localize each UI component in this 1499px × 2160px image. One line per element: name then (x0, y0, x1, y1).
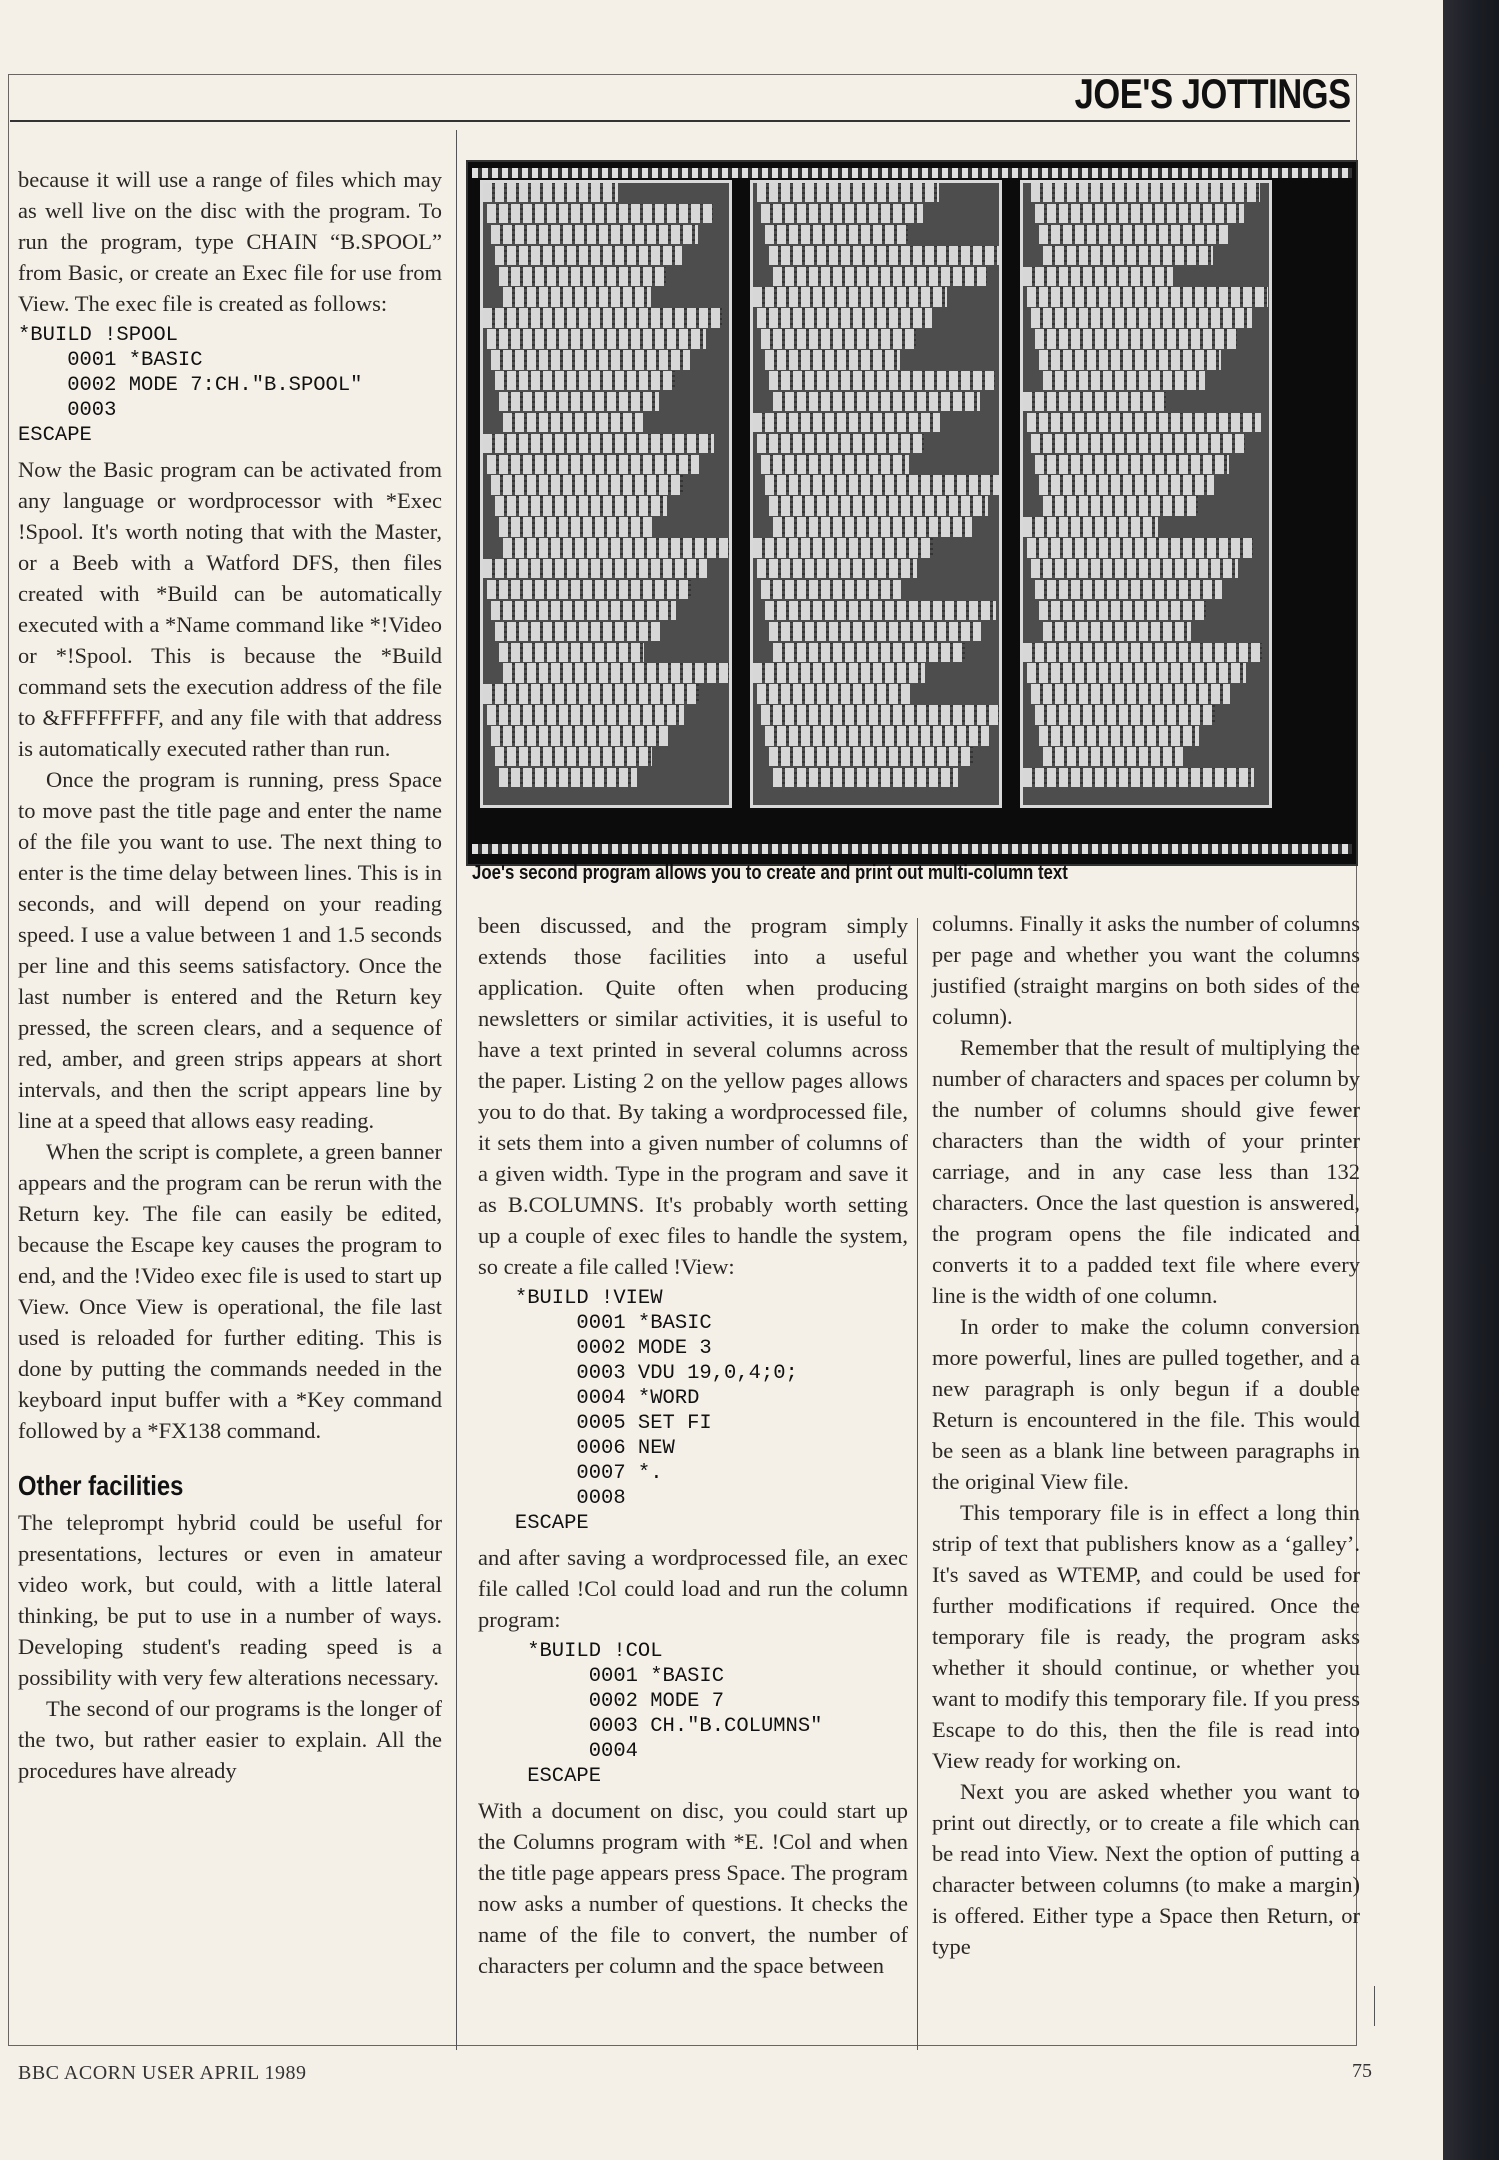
screen-text-line (773, 517, 972, 536)
screen-text-line (765, 601, 996, 620)
screen-text-line (487, 705, 684, 724)
screen-text-line (487, 580, 691, 599)
paragraph: because it will use a range of files which may as well live on the disc with the program. To run the program, type CHAIN “B.SPOOL” from Basic, or create an Exec file for use from View. The exec file is created as follows: (18, 167, 442, 316)
paragraph: The second of our programs is the longer of the two, but rather easier to explain. All the procedures have already (18, 1696, 442, 1783)
screen-text-line (503, 287, 651, 306)
screen-text-column (480, 180, 732, 808)
screen-text-line (773, 643, 965, 662)
screen-text-line (1023, 392, 1166, 411)
screen-text-line (483, 684, 699, 703)
screen-text-line (487, 204, 713, 223)
screen-text-line (1043, 371, 1205, 390)
screen-text-column (1020, 180, 1272, 808)
publication-footer: BBC ACORN USER APRIL 1989 (18, 2062, 307, 2084)
screen-text-line (1023, 643, 1262, 662)
screen-text-line (1043, 622, 1191, 641)
paragraph: This temporary file is in effect a long thin strip of text that publishers know as a ‘galley’. It's saved as WTEMP, and could be used for further modifications if required. Once the temporary file is ready, the program asks whether it should continue, or whether you want to modify this temporary file. If you press Escape to do this, then the file is read into View ready for working on. (932, 1500, 1360, 1773)
screen-text-line (753, 663, 925, 682)
screen-text-line (765, 350, 900, 369)
screen-text-line (769, 371, 995, 390)
column-divider (917, 918, 918, 2050)
screen-text-line (483, 183, 618, 202)
screen-text-line (761, 580, 901, 599)
screen-text-line (1027, 413, 1261, 432)
screen-text-line (1023, 267, 1173, 286)
paragraph: been discussed, and the program simply extends those facilities into a useful application. Quite often when producing newsletters or similar activities, it is useful to have a text printed in several columns across the paper. Listing 2 on the yellow pages allows you to do that. By taking a wordprocessed file, it sets them into a given number of columns of a given width. Type in the program and save it as B.COLUMNS. It's probably worth setting up a couple of exec files to handle the system, so create a file called !View: (478, 913, 908, 1279)
screen-text-line (491, 601, 676, 620)
paragraph: With a document on disc, you could start up the Columns program with *E. !Col and when the title page appears press Space. The program now asks a number of questions. It checks the name of the file to convert, the number of characters per column and the space between (478, 1798, 908, 1978)
screen-text-line (1031, 183, 1260, 202)
code-listing: *BUILD !SPOOL 0001 *BASIC 0002 MODE 7:CH."B.SPOOL" 0003 ESCAPE (18, 324, 363, 447)
paragraph: When the script is complete, a green banner appears and the program can be rerun with the Return key. The file can easily be edited, because the Escape key causes the program to end, and the !Video exec file is used to start up View. Once View is operational, the file last used is reloaded for further editing. This is done by putting the commands needed in the keyboard input buffer with a *Key command followed by a *FX138 command. (18, 1139, 442, 1443)
screen-text-line (1043, 496, 1198, 515)
code-listing: *BUILD !COL 0001 *BASIC 0002 MODE 7 0003 CH."B.COLUMNS" 0004 ESCAPE (527, 1640, 823, 1788)
column-divider (456, 130, 457, 2050)
article-column-1 (18, 164, 442, 1786)
screen-text-line (503, 663, 732, 682)
article-column-2 (478, 910, 908, 1981)
screen-text-line (499, 517, 652, 536)
screen-text-line (757, 434, 924, 453)
screen-text-line (1031, 559, 1238, 578)
paragraph: Now the Basic program can be activated from any language or wordprocessor with *Exec !Spool. It's worth noting that with the Master, or a Beeb with a Watford DFS, then files created with *Build can be automatically executed with a *Name command like *!Video or *!Spool. This is because the *Build command sets the execution address of the file to &FFFFFFFF, and any file with that address is automatically executed rather than run. (18, 457, 442, 761)
screen-text-line (1035, 455, 1229, 474)
screen-text-line (487, 455, 699, 474)
screen-text-line (757, 559, 917, 578)
screen-text-line (765, 726, 989, 745)
figure-caption: Joe's second program allows you to create and print out multi-column text (472, 862, 1068, 884)
paragraph: Once the program is running, press Space to move past the title page and enter the name of the file you want to use. The next thing to enter is the time delay between lines. This is in seconds, and will depend on your reading speed. I use a value between 1 and 1.5 seconds per line and this seems satisfactory. Once the last number is entered and the Return key pressed, the screen clears, and a sequence of red, amber, and green strips appears at short intervals, and then the script appears line by line at a speed that allows easy reading. (18, 767, 442, 1133)
screen-text-line (503, 538, 732, 557)
screen-text-line (1039, 475, 1214, 494)
screen-text-line (1039, 350, 1221, 369)
screen-text-column (750, 180, 1002, 808)
screen-text-line (495, 747, 652, 766)
screen-text-line (1039, 726, 1199, 745)
screen-text-line (753, 287, 947, 306)
paragraph: In order to make the column conversion more powerful, lines are pulled together, and a new paragraph is only begun if a double Return is encountered in the file. This would be seen as a blank line between paragraphs in the original View file. (932, 1314, 1360, 1494)
screen-text-line (1027, 287, 1268, 306)
screen-text-line (1035, 580, 1222, 599)
screen-text-line (773, 768, 958, 787)
screen-text-line (491, 726, 668, 745)
screen-text-line (1035, 705, 1215, 724)
screen-text-line (761, 204, 923, 223)
screenshot-figure (466, 160, 1358, 866)
screen-text-line (753, 538, 933, 557)
screen-text-line (761, 455, 909, 474)
screen-text-line (1039, 601, 1206, 620)
screen-text-line (761, 705, 1002, 724)
screen-text-line (765, 475, 1002, 494)
screen-text-line (499, 267, 666, 286)
screen-text-line (769, 747, 973, 766)
screen-text-line (503, 413, 643, 432)
subheading: Other facilities (18, 1470, 184, 1501)
screen-text-line (757, 183, 939, 202)
screen-text-line (1035, 204, 1244, 223)
screen-text-line (1043, 747, 1183, 766)
page-edge-shadow (1443, 0, 1499, 2160)
screen-text-line (1031, 434, 1245, 453)
screen-text-line (761, 329, 916, 348)
screen-text-line (499, 392, 659, 411)
paragraph: Remember that the result of multiplying the number of characters and spaces per column by the number of columns should give fewer characters than the width of your printer carriage, and in any case less than 132 characters. Once the last question is answered, the program opens the file indicated and converts it to a padded text file where every line is the width of one column. (932, 1035, 1360, 1308)
screen-text-line (491, 475, 683, 494)
screen-text-line (491, 225, 698, 244)
code-listing: *BUILD !VIEW 0001 *BASIC 0002 MODE 3 0003 VDU 19,0,4;0; 0004 *WORD 0005 SET FI 0006 NEW 0007 *. 0008 ESCAPE (514, 1287, 798, 1535)
column-divider (1374, 1986, 1375, 2026)
screen-text-line (495, 622, 660, 641)
screen-border-dots (472, 168, 1352, 178)
paragraph: The teleprompt hybrid could be useful for presentations, lectures or even in amateur video work, but could, with a little lateral thinking, be put to use in a number of ways. Developing student's reading speed is a possibility with very few alterations necessary. (18, 1510, 442, 1690)
screen-text-line (499, 768, 637, 787)
paragraph: columns. Finally it asks the number of columns per page and whether you want the columns justified (straight margins on both sides of the column). (932, 911, 1360, 1029)
header-rule (10, 120, 1350, 122)
section-title: JOE'S JOTTINGS (1074, 70, 1351, 117)
screen-text-line (757, 684, 910, 703)
screen-text-line (1027, 538, 1253, 557)
screen-border-dots (472, 844, 1352, 854)
screen-text-line (753, 413, 940, 432)
screen-text-line (1031, 684, 1230, 703)
article-column-3 (932, 908, 1360, 1962)
screen-text-line (757, 308, 932, 327)
screen-text-line (773, 392, 980, 411)
screen-text-line (495, 371, 675, 390)
screen-text-line (769, 496, 988, 515)
screen-text-line (1039, 225, 1228, 244)
screen-text-line (1043, 246, 1213, 265)
paragraph: and after saving a wordprocessed file, an exec file called !Col could load and run the column program: (478, 1545, 908, 1632)
screen-text-line (483, 308, 722, 327)
screen-text-line (769, 246, 1002, 265)
screen-text-line (1031, 308, 1252, 327)
screen-text-line (765, 225, 908, 244)
screen-text-line (1035, 329, 1237, 348)
screen-text-line (495, 496, 667, 515)
screen-text-line (491, 350, 690, 369)
screen-text-line (499, 643, 644, 662)
screen-text-line (1023, 768, 1254, 787)
screen-text-line (487, 329, 706, 348)
paragraph: Next you are asked whether you want to print out directly, or to create a file which can be read into View. Next the option of putting a character between columns (to make a margin) is offered. Either type a Space then Return, or type (932, 1779, 1360, 1959)
screen-text-line (495, 246, 682, 265)
screen-text-line (1023, 517, 1158, 536)
screen-text-line (773, 267, 987, 286)
screen-text-line (483, 559, 707, 578)
screen-text-line (769, 622, 981, 641)
screen-text-line (1027, 663, 1246, 682)
screen-text-line (483, 434, 714, 453)
page-number: 75 (1352, 2060, 1372, 2082)
